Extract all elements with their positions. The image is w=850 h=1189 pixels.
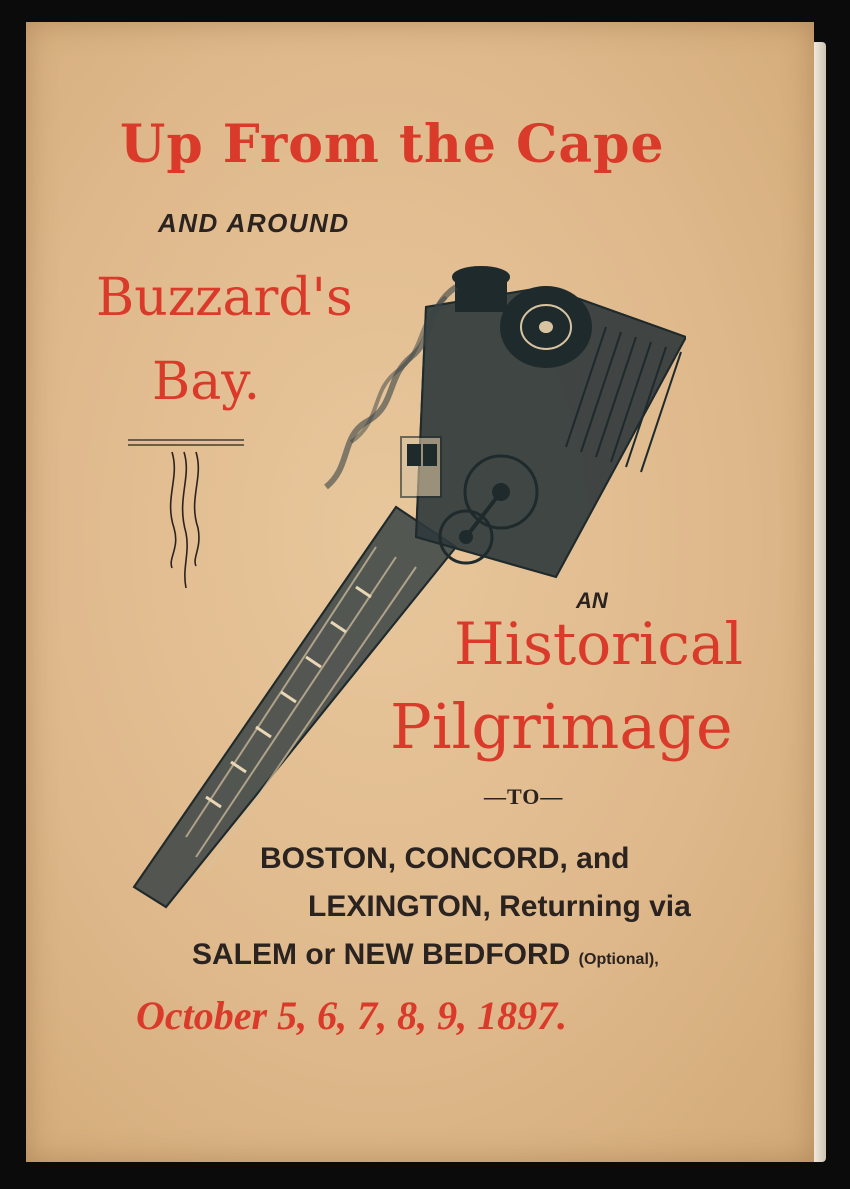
- destination-line-3: [192, 938, 659, 972]
- subtitle-line-1: Historical: [454, 610, 744, 678]
- subtitle-an: AN: [576, 588, 608, 613]
- title-line-2: AND AROUND: [158, 208, 350, 238]
- title-line-3: Buzzard's: [96, 268, 353, 328]
- optional-note: (Optional),: [578, 951, 659, 968]
- title-line-4: Bay.: [152, 352, 261, 412]
- booklet-cover: [26, 22, 814, 1162]
- destination-line-1: BOSTON, CONCORD, and: [260, 842, 630, 875]
- subtitle-line-2: Pilgrimage: [390, 690, 733, 763]
- title-line-1: Up From the Cape: [120, 114, 665, 175]
- destination-line-2: LEXINGTON, Returning via: [308, 890, 691, 923]
- to-divider: —TO—: [484, 784, 564, 809]
- trip-date: October 5, 6, 7, 8, 9, 1897.: [136, 993, 568, 1038]
- destination-line-3-text: SALEM or NEW BEDFORD: [192, 938, 571, 971]
